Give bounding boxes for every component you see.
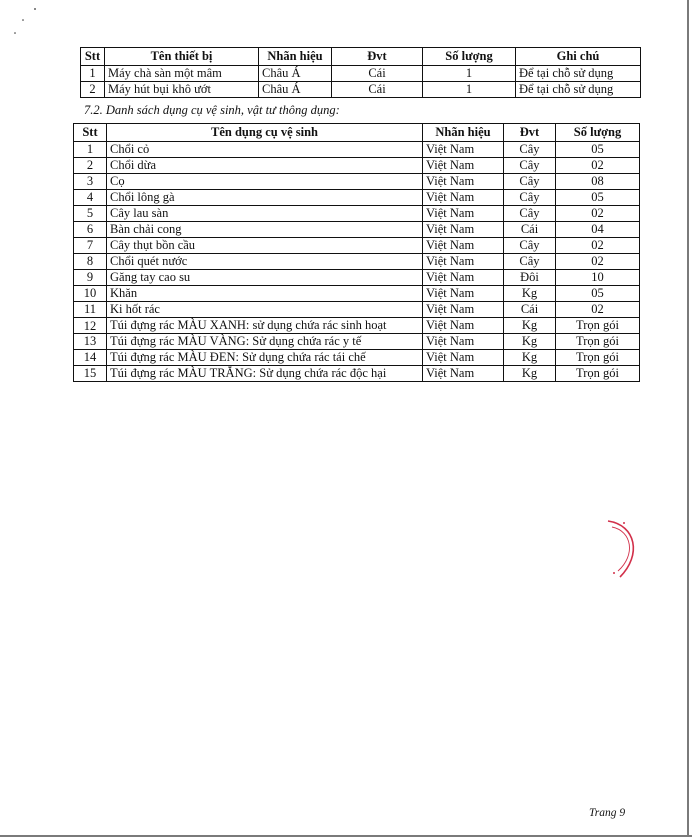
header-unit: Đvt — [332, 48, 423, 66]
table-row — [74, 286, 640, 302]
row-quantity: 02 — [556, 158, 640, 174]
row-quantity: Trọn gói — [556, 334, 640, 350]
row-brand: Châu Á — [259, 82, 332, 98]
equipment-table-header — [81, 48, 641, 66]
row-stt: 5 — [74, 206, 107, 222]
row-unit: Cây — [504, 174, 556, 190]
row-brand: Việt Nam — [423, 142, 504, 158]
row-quantity: 05 — [556, 190, 640, 206]
row-stt: 12 — [74, 318, 107, 334]
table-row — [74, 142, 640, 158]
row-equipment-name: Máy chà sàn một mâm — [105, 66, 259, 82]
row-quantity: 02 — [556, 238, 640, 254]
page-edge-right — [687, 0, 689, 836]
row-equipment-name: Máy hút bụi khô ướt — [105, 82, 259, 98]
table-row — [74, 254, 640, 270]
row-stt: 10 — [74, 286, 107, 302]
row-tool-name: Cây lau sàn — [107, 206, 423, 222]
row-unit: Đôi — [504, 270, 556, 286]
row-stt: 15 — [74, 366, 107, 382]
row-brand: Việt Nam — [423, 174, 504, 190]
row-unit: Cây — [504, 238, 556, 254]
cleaning-tools-table — [73, 123, 640, 382]
table-row — [74, 270, 640, 286]
row-tool-name: Túi đựng rác MÀU VÀNG: Sử dụng chứa rác y tế — [107, 334, 423, 350]
row-unit: Kg — [504, 366, 556, 382]
row-tool-name: Chổi lông gà — [107, 190, 423, 206]
row-tool-name: Túi đựng rác MÀU ĐEN: Sử dụng chứa rác tái chế — [107, 350, 423, 366]
header-tool-name: Tên dụng cụ vệ sinh — [107, 124, 423, 142]
page-number: Trang 9 — [589, 807, 626, 819]
row-unit: Cây — [504, 206, 556, 222]
table-row — [74, 366, 640, 382]
row-brand: Việt Nam — [423, 190, 504, 206]
row-tool-name: Bàn chải cong — [107, 222, 423, 238]
row-tool-name: Chổi cỏ — [107, 142, 423, 158]
row-note: Để tại chỗ sử dụng — [516, 82, 641, 98]
row-quantity: Trọn gói — [556, 318, 640, 334]
row-unit: Cái — [332, 82, 423, 98]
header-brand: Nhãn hiệu — [423, 124, 504, 142]
table-row — [74, 238, 640, 254]
row-brand: Việt Nam — [423, 334, 504, 350]
row-quantity: Trọn gói — [556, 366, 640, 382]
table-row — [74, 158, 640, 174]
header-quantity: Số lượng — [556, 124, 640, 142]
row-stt: 4 — [74, 190, 107, 206]
row-unit: Cây — [504, 158, 556, 174]
table-row — [74, 302, 640, 318]
row-quantity: 04 — [556, 222, 640, 238]
row-brand: Việt Nam — [423, 270, 504, 286]
table-row — [74, 350, 640, 366]
row-tool-name: Túi đựng rác MÀU TRẮNG: Sử dụng chứa rác độc hại — [107, 366, 423, 382]
row-unit: Kg — [504, 350, 556, 366]
row-stt: 1 — [74, 142, 107, 158]
table-row — [74, 206, 640, 222]
row-quantity: 08 — [556, 174, 640, 190]
row-unit: Cái — [504, 302, 556, 318]
row-quantity: 05 — [556, 142, 640, 158]
row-unit: Kg — [504, 286, 556, 302]
row-brand: Châu Á — [259, 66, 332, 82]
red-stamp-mark — [600, 515, 646, 585]
row-stt: 13 — [74, 334, 107, 350]
page-edge-bottom — [0, 835, 692, 837]
table-row — [74, 334, 640, 350]
row-unit: Kg — [504, 318, 556, 334]
row-quantity: 02 — [556, 254, 640, 270]
header-stt: Stt — [74, 124, 107, 142]
row-quantity: 10 — [556, 270, 640, 286]
row-stt: 3 — [74, 174, 107, 190]
row-unit: Cái — [504, 222, 556, 238]
section-caption: 7.2. Danh sách dụng cụ vệ sinh, vật tư thông dụng: — [84, 103, 340, 117]
table-row — [81, 66, 641, 82]
row-tool-name: Chổi quét nước — [107, 254, 423, 270]
scan-specks — [10, 6, 50, 36]
header-brand: Nhãn hiệu — [259, 48, 332, 66]
row-unit: Cây — [504, 254, 556, 270]
row-stt: 11 — [74, 302, 107, 318]
row-unit: Cây — [504, 190, 556, 206]
row-tool-name: Ki hốt rác — [107, 302, 423, 318]
row-stt: 9 — [74, 270, 107, 286]
header-equipment-name: Tên thiết bị — [105, 48, 259, 66]
row-brand: Việt Nam — [423, 254, 504, 270]
row-unit: Cái — [332, 66, 423, 82]
row-quantity: 02 — [556, 206, 640, 222]
row-brand: Việt Nam — [423, 238, 504, 254]
row-brand: Việt Nam — [423, 158, 504, 174]
row-brand: Việt Nam — [423, 222, 504, 238]
row-brand: Việt Nam — [423, 206, 504, 222]
row-stt: 2 — [74, 158, 107, 174]
row-quantity: 1 — [423, 82, 516, 98]
row-tool-name: Găng tay cao su — [107, 270, 423, 286]
row-tool-name: Khăn — [107, 286, 423, 302]
row-quantity: 05 — [556, 286, 640, 302]
header-quantity: Số lượng — [423, 48, 516, 66]
row-quantity: Trọn gói — [556, 350, 640, 366]
row-stt: 1 — [81, 66, 105, 82]
row-brand: Việt Nam — [423, 350, 504, 366]
row-stt: 8 — [74, 254, 107, 270]
row-tool-name: Chổi dừa — [107, 158, 423, 174]
table-row — [74, 222, 640, 238]
row-stt: 7 — [74, 238, 107, 254]
row-stt: 14 — [74, 350, 107, 366]
table-row — [81, 82, 641, 98]
table-row — [74, 318, 640, 334]
row-stt: 2 — [81, 82, 105, 98]
equipment-table-body — [81, 66, 641, 98]
row-quantity: 02 — [556, 302, 640, 318]
row-brand: Việt Nam — [423, 286, 504, 302]
row-tool-name: Cây thụt bồn cầu — [107, 238, 423, 254]
row-note: Để tại chỗ sử dụng — [516, 66, 641, 82]
row-brand: Việt Nam — [423, 366, 504, 382]
row-quantity: 1 — [423, 66, 516, 82]
table-row — [74, 190, 640, 206]
header-note: Ghi chú — [516, 48, 641, 66]
row-brand: Việt Nam — [423, 318, 504, 334]
cleaning-tools-table-body — [74, 142, 640, 382]
row-tool-name: Túi đựng rác MÀU XANH: sử dụng chứa rác sinh hoạt — [107, 318, 423, 334]
row-unit: Kg — [504, 334, 556, 350]
row-brand: Việt Nam — [423, 302, 504, 318]
equipment-table — [80, 47, 641, 98]
header-stt: Stt — [81, 48, 105, 66]
table-row — [74, 174, 640, 190]
row-tool-name: Cọ — [107, 174, 423, 190]
header-unit: Đvt — [504, 124, 556, 142]
cleaning-tools-table-header — [74, 124, 640, 142]
row-stt: 6 — [74, 222, 107, 238]
row-unit: Cây — [504, 142, 556, 158]
